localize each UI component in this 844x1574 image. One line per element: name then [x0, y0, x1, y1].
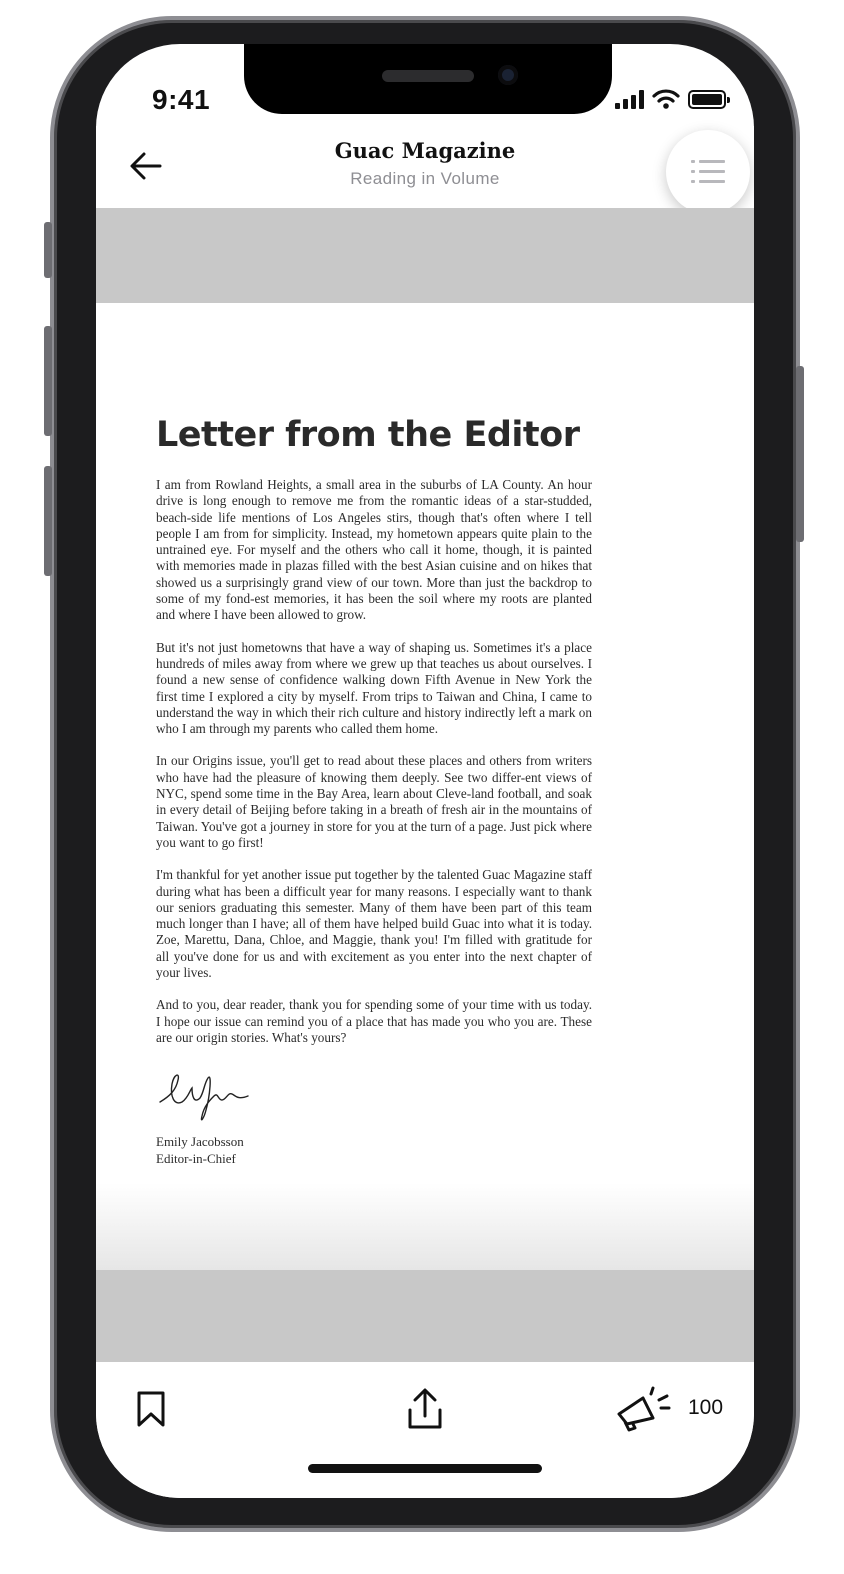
notch [244, 44, 612, 114]
letter-title-bold: Editor [463, 415, 580, 455]
battery-icon [688, 90, 726, 109]
signature-image [156, 1066, 256, 1128]
bookmark-icon [136, 1390, 166, 1428]
share-button[interactable] [399, 1382, 451, 1436]
editor-letter [156, 415, 592, 1167]
magazine-page[interactable] [96, 303, 754, 1270]
silent-switch [44, 222, 52, 278]
letter-title [156, 415, 592, 455]
volume-up-button [44, 326, 52, 436]
menu-button[interactable] [666, 130, 750, 214]
status-icons [615, 88, 726, 110]
cheer-button[interactable] [612, 1382, 674, 1436]
share-icon [407, 1388, 443, 1430]
magazine-subtitle: Reading in Volume [350, 169, 500, 188]
letter-paragraph: And to you, dear reader, thank you for spending some of your time with us today. I hope our issue can remind you of a place that has made you who you are. These are our origin stories. What's yours? [156, 997, 592, 1045]
home-indicator[interactable] [308, 1464, 542, 1473]
letter-paragraph: I am from Rowland Heights, a small area in the suburbs of LA County. An hour drive is long enough to remove me from the romantic ideas of a star-studded, beach-side life mentions of Los Angeles stirs, though that's often where I tell people I am from for simplicity. Instead, my hometown appears quite plain to the untrained eye. For myself and the others who call it home, though, it is painted with memories made in plazas filled with the best Asian cuisine and on hikes that showed us a surprisingly grand view of our town. More than just the backdrop to some of my fond-est memories, it has been the soil where my roots are planted and where I have been allowed to grow. [156, 477, 592, 623]
letter-paragraph: I'm thankful for yet another issue put together by the talented Guac Magazine staff during what has been a difficult year for many reasons. I especially want to thank our seniors graduating this semester. Many of them have been part of this team much longer than I have; all of them have helped build Guac into what it is today. Zoe, Marettu, Dana, Chloe, and Maggie, thank you! I'm filled with gratitude for all you've done for us and with excitement as you enter into the next chapter of your lives. [156, 867, 592, 981]
power-button [796, 366, 804, 542]
megaphone-icon [615, 1386, 671, 1432]
letter-paragraph: In our Origins issue, you'll get to read about these places and others from writers who have had the pleasure of knowing them deeply. See two differ-ent views of NYC, spend some time in the Bay Area, learn about Cleve-land football, and soak in every detail of Beijing before taking in a breath of fresh air in the mountains of Taiwan. You've got a journey in store for you at the turn of a page. Just pick where you want to go first! [156, 753, 592, 850]
page-gap-bottom [96, 1270, 754, 1362]
volume-down-button [44, 466, 52, 576]
bookmark-button[interactable] [126, 1384, 176, 1434]
camera [498, 65, 518, 85]
signal-icon [615, 89, 644, 109]
signer-role: Editor-in-Chief [156, 1151, 236, 1167]
wifi-icon [652, 88, 680, 110]
cheer-count: 100 [688, 1396, 724, 1419]
header [96, 126, 754, 208]
letter-paragraph: But it's not just hometowns that have a way of shaping us. Sometimes it's a place hundreds of miles away from where we grew up that teaches us about ourselves. I found a new sense of confidence walking down Fifth Avenue in New York the first time I explored a city by myself. From trips to Taiwan and China, I came to understand the way in which their rich culture and history indirectly left a mark on who I am through my parents who called them home. [156, 639, 592, 737]
magazine-title: Guac Magazine [334, 138, 516, 163]
letter-title-light: Letter from the [156, 415, 464, 455]
signer-name: Emily Jacobsson [156, 1134, 244, 1150]
list-icon [691, 158, 725, 186]
title-block [96, 138, 754, 189]
screen [96, 44, 754, 1498]
speaker [382, 70, 474, 82]
bottom-toolbar [96, 1362, 754, 1498]
page-gap-top [96, 208, 754, 303]
status-time: 9:41 [152, 84, 211, 115]
